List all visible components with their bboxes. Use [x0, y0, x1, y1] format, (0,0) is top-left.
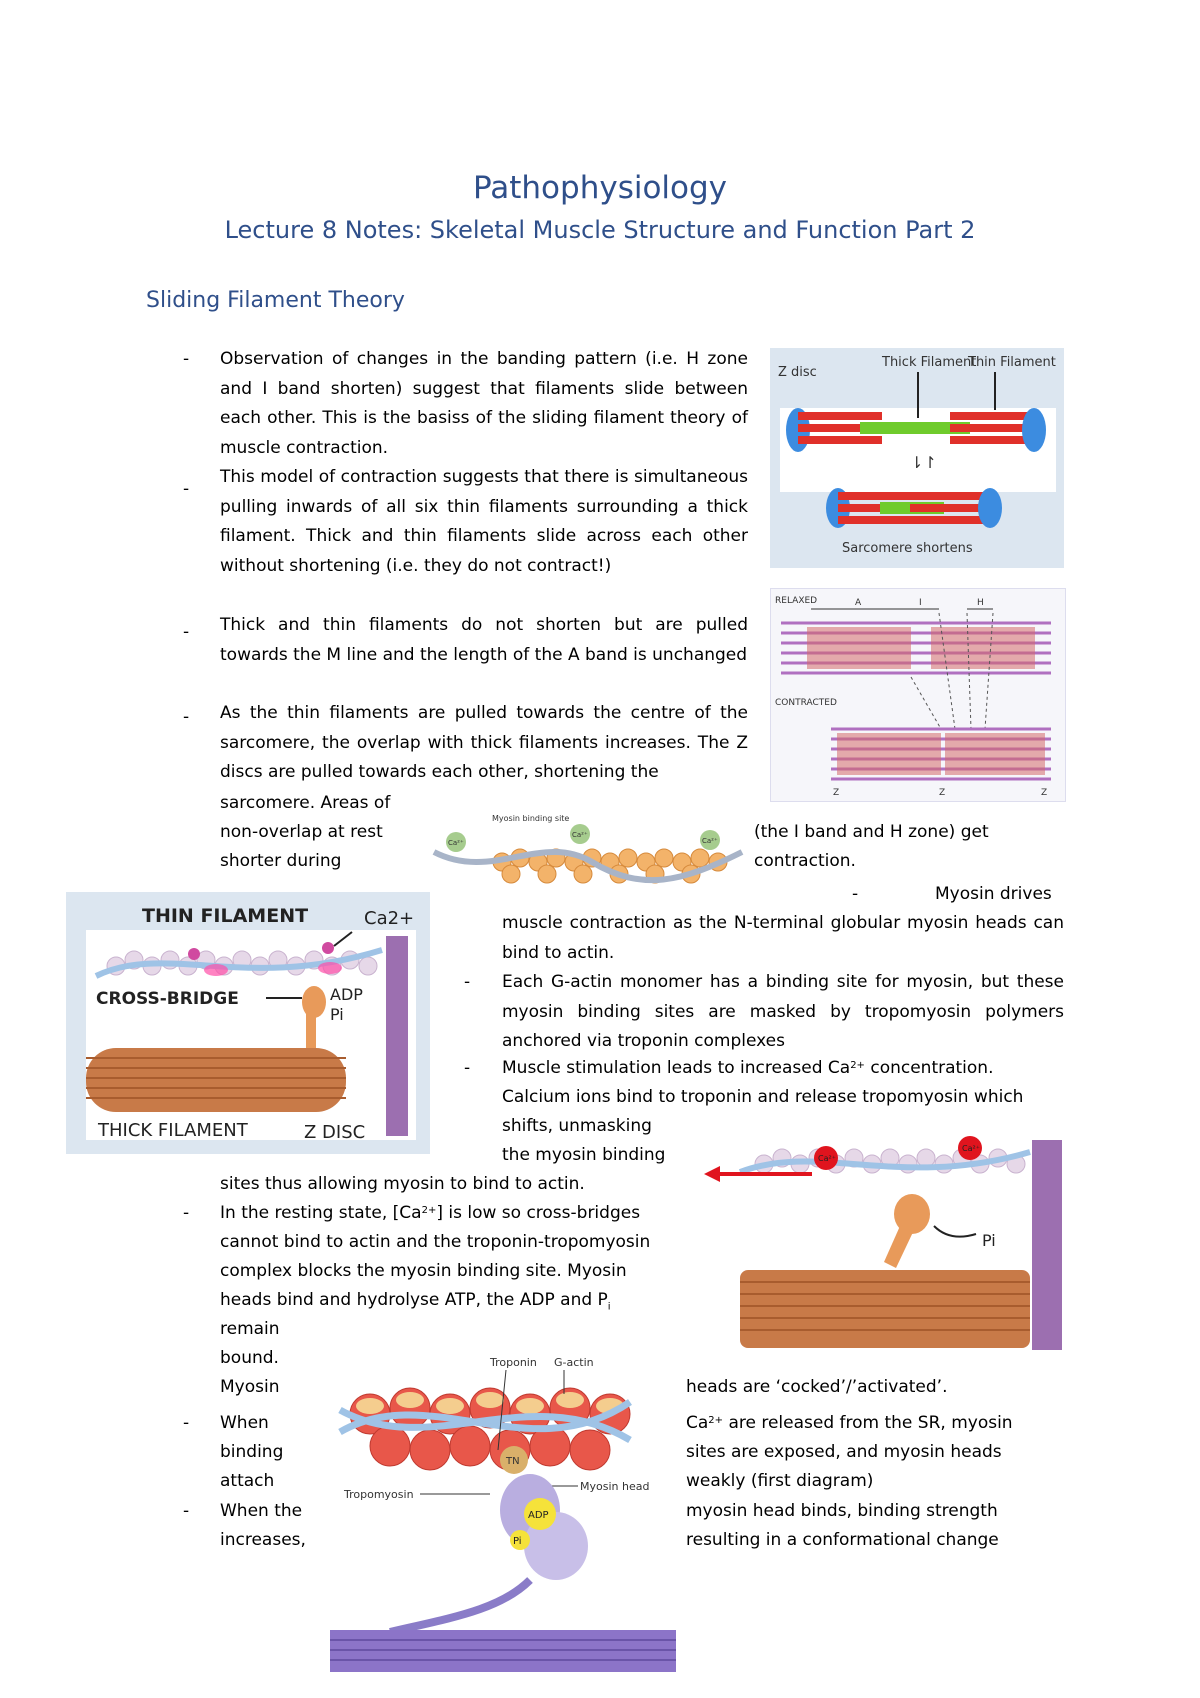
- label-thin-filament: THIN FILAMENT: [142, 905, 309, 927]
- label-myosin-head: Myosin head: [580, 1480, 650, 1493]
- label-thick-filament: Thick Filament: [882, 355, 977, 370]
- label-g-actin: G-actin: [554, 1356, 594, 1369]
- text-line: When: [220, 1413, 269, 1433]
- bullet-text-3: Thick and thin filaments do not shorten but are pulled towards the M line and the length of the A band is unchanged: [220, 615, 748, 665]
- text-line: Myosin drives: [935, 884, 1052, 904]
- text-line: shifts, unmasking: [502, 1116, 652, 1136]
- text-line: $Ca^{2+}$ are released from the SR, myosin: [686, 1413, 1013, 1433]
- text-line: bound.: [220, 1348, 279, 1368]
- label-pi: Pi: [330, 1005, 344, 1024]
- bullet-dash: -: [183, 1413, 190, 1433]
- label-thick-filament: THICK FILAMENT: [98, 1120, 248, 1141]
- myosin-binding-site-diagram: [432, 812, 744, 896]
- bullet-dash: -: [464, 972, 471, 992]
- label-a-band: A: [855, 598, 862, 608]
- label-z: Z: [939, 788, 946, 798]
- label-ca: Ca²⁺: [962, 1144, 980, 1153]
- label-ca: Ca²⁺: [572, 831, 588, 839]
- bullet-dash: -: [852, 884, 859, 904]
- label-z: Z: [833, 788, 840, 798]
- text-line: sites are exposed, and myosin heads: [686, 1442, 1002, 1462]
- text-line: contraction.: [754, 851, 856, 871]
- power-stroke-diagram: [700, 1130, 1064, 1352]
- label-adp: ADP: [528, 1510, 549, 1521]
- label-myosin-binding-site: Myosin binding site: [492, 814, 570, 823]
- bullet-text-6: Each G-actin monomer has a binding site for myosin, but these myosin binding sites are masked by tropomyosin polymers anchored via troponin complexes: [502, 972, 1064, 1051]
- text-line: binding: [220, 1442, 284, 1462]
- text-line: In the resting state, $[Ca^{2+}]$ is low so cross-bridges: [220, 1203, 641, 1223]
- text-line: resulting in a conformational change: [686, 1530, 999, 1550]
- cross-bridge-diagram: [66, 892, 430, 1154]
- text-line: shorter during: [220, 851, 342, 871]
- bullet-text-4: As the thin filaments are pulled towards the centre of the sarcomere, the overlap with thick filaments increases. The Z discs are pulled towards each other, shortening the: [220, 703, 748, 782]
- svg-text:⇂↾: ⇂↾: [910, 453, 937, 472]
- text-line: myosin head binds, binding strength: [686, 1501, 998, 1521]
- banding-diagram: [770, 588, 1066, 802]
- bullet-dash: -: [183, 622, 190, 642]
- bullet-dash: -: [183, 1203, 190, 1223]
- text-line: Muscle stimulation leads to increased $Ca^{2+}$ concentration.: [502, 1058, 994, 1078]
- label-z-disc: Z disc: [778, 365, 817, 380]
- bullet-text-5: muscle contraction as the N-terminal globular myosin heads can bind to actin.: [502, 913, 1064, 963]
- label-z: Z: [1041, 788, 1048, 798]
- bullet-dash: -: [183, 349, 190, 369]
- bullet-dash: -: [464, 1058, 471, 1078]
- label-ca: Ca²⁺: [448, 839, 464, 847]
- bullet-dash: -: [183, 1501, 190, 1521]
- page-title: Pathophysiology: [472, 170, 728, 206]
- label-pi: Pi: [982, 1231, 996, 1250]
- text-line: sarcomere. Areas of: [220, 793, 391, 813]
- page-subtitle: Lecture 8 Notes: Skeletal Muscle Structure and Function Part 2: [224, 216, 976, 244]
- text-line: non-overlap at rest: [220, 822, 383, 842]
- label-adp: ADP: [330, 985, 363, 1004]
- label-pi: Pi: [513, 1536, 522, 1547]
- label-ca: Ca²⁺: [702, 837, 718, 845]
- label-i-band: I: [919, 598, 922, 608]
- label-sarcomere-shortens: Sarcomere shortens: [842, 541, 973, 556]
- troponin-myosin-diagram: [330, 1350, 676, 1672]
- bullet-dash: -: [183, 479, 190, 499]
- text-line: Myosin: [220, 1377, 280, 1397]
- text-line: sites thus allowing myosin to bind to actin.: [220, 1174, 585, 1194]
- text-line: Calcium ions bind to troponin and release tropomyosin which: [502, 1087, 1024, 1107]
- label-ca2: Ca2+: [364, 908, 415, 929]
- text-line: heads bind and hydrolyse ATP, the ADP and $P_i$: [220, 1290, 611, 1313]
- label-relaxed: RELAXED: [775, 596, 818, 606]
- label-h-zone: H: [977, 598, 984, 608]
- bullet-text-2: This model of contraction suggests that there is simultaneous pulling inwards of all six thin filaments surrounding a thick filament. Thick and thin filaments slide across each other without shortening (i.e. they do not contract!): [220, 467, 748, 576]
- sarcomere-diagram: [770, 348, 1064, 568]
- text-line: When the: [220, 1501, 303, 1521]
- label-troponin: Troponin: [490, 1356, 537, 1369]
- bullet-dash: -: [183, 707, 190, 727]
- text-line: the myosin binding: [502, 1145, 666, 1165]
- text-line: complex blocks the myosin binding site. Myosin: [220, 1261, 627, 1281]
- label-ca: Ca²⁺: [818, 1154, 836, 1163]
- bullet-text-1: Observation of changes in the banding pattern (i.e. H zone and I band shorten) suggest that filaments slide between each other. This is the basiss of the sliding filament theory of muscle contraction.: [220, 349, 748, 458]
- text-line: increases,: [220, 1530, 306, 1550]
- text-line: attach: [220, 1471, 275, 1491]
- text-line: weakly (first diagram): [686, 1471, 874, 1491]
- section-heading: Sliding Filament Theory: [146, 288, 405, 313]
- label-contracted: CONTRACTED: [775, 698, 837, 708]
- text-line: (the I band and H zone) get: [754, 822, 989, 842]
- label-thin-filament: Thin Filament: [968, 355, 1056, 370]
- label-tropomyosin: Tropomyosin: [344, 1488, 414, 1501]
- label-cross-bridge: CROSS-BRIDGE: [96, 989, 239, 1009]
- text-line: cannot bind to actin and the troponin-tropomyosin: [220, 1232, 651, 1252]
- text-line: heads are ‘cocked’/’activated’.: [686, 1377, 948, 1397]
- label-z-disc: Z DISC: [304, 1122, 366, 1143]
- text-line: remain: [220, 1319, 280, 1339]
- label-tn: TN: [506, 1456, 520, 1467]
